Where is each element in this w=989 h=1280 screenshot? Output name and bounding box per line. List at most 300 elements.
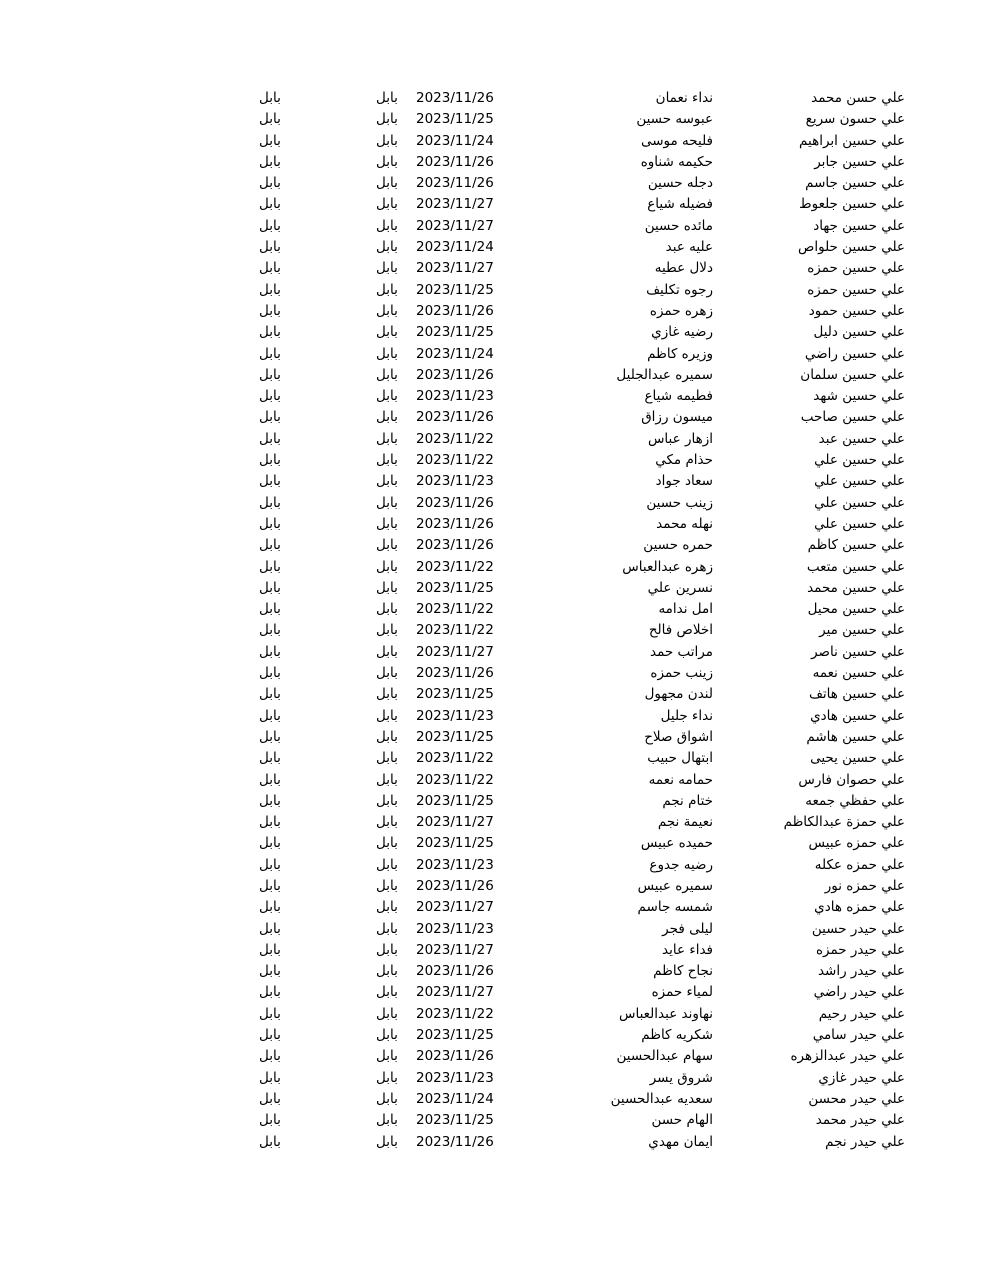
mother-name: فطيمه شياع (644, 388, 713, 405)
date-cell: 2023/11/23 (416, 707, 494, 724)
table-row (0, 344, 989, 365)
date-cell: 2023/11/22 (416, 1005, 494, 1022)
governorate-cell-secondary: بابل (259, 366, 281, 383)
governorate-cell-secondary: بابل (259, 984, 281, 1001)
governorate-cell-secondary: بابل (259, 324, 281, 341)
mother-name: نهاوند عبدالعباس (618, 1005, 713, 1022)
date-cell: 2023/11/23 (416, 473, 494, 490)
person-name: علي حيدر راشد (817, 963, 905, 980)
governorate-cell-secondary: بابل (259, 473, 281, 490)
date-cell: 2023/11/26 (416, 153, 494, 170)
table-row (0, 109, 989, 130)
governorate-cell-secondary: بابل (259, 430, 281, 447)
governorate-cell-secondary: بابل (259, 153, 281, 170)
person-name: علي حسين حمزه (807, 260, 905, 277)
date-cell: 2023/11/22 (416, 750, 494, 767)
governorate-cell-secondary: بابل (259, 90, 281, 106)
governorate-cell: بابل (376, 1048, 398, 1065)
governorate-cell-secondary: بابل (259, 622, 281, 639)
table-row (0, 194, 989, 215)
date-cell: 2023/11/26 (416, 963, 494, 980)
date-cell: 2023/11/25 (416, 579, 494, 596)
person-name: علي حسين جلعوط (799, 196, 905, 213)
mother-name: حمامه نعمه (648, 771, 713, 788)
governorate-cell-secondary: بابل (259, 707, 281, 724)
person-name: علي حمزة عبدالكاظم (783, 814, 905, 831)
date-cell: 2023/11/26 (416, 665, 494, 682)
table-row (0, 748, 989, 769)
person-name: علي حيدر حسين (811, 920, 905, 937)
date-cell: 2023/11/26 (416, 366, 494, 383)
person-name: علي حسين محيل (807, 601, 905, 618)
person-name: علي حسين شهد (813, 388, 905, 405)
table-row (0, 152, 989, 173)
date-cell: 2023/11/26 (416, 409, 494, 426)
governorate-cell-secondary: بابل (259, 494, 281, 511)
table-row (0, 407, 989, 428)
date-cell: 2023/11/27 (416, 899, 494, 916)
date-cell: 2023/11/22 (416, 558, 494, 575)
governorate-cell: بابل (376, 1133, 398, 1150)
person-name: علي حيدر راضي (813, 984, 905, 1001)
table-row (0, 173, 989, 194)
governorate-cell: بابل (376, 579, 398, 596)
governorate-cell: بابل (376, 792, 398, 809)
mother-name: ابتهال حبيب (647, 750, 713, 767)
table-row (0, 940, 989, 961)
governorate-cell-secondary: بابل (259, 281, 281, 298)
governorate-cell-secondary: بابل (259, 175, 281, 192)
person-name: علي حسين مير (819, 622, 905, 639)
table-row (0, 897, 989, 918)
table-row (0, 557, 989, 578)
mother-name: فضيله شياع (647, 196, 713, 213)
governorate-cell: بابل (376, 707, 398, 724)
person-name: علي حيدر محمد (815, 1112, 905, 1129)
date-cell: 2023/11/23 (416, 856, 494, 873)
mother-name: امل ندامه (658, 601, 713, 618)
table-row (0, 727, 989, 748)
date-cell: 2023/11/27 (416, 260, 494, 277)
governorate-cell-secondary: بابل (259, 132, 281, 149)
person-name: علي حيدر نجم (825, 1133, 905, 1150)
person-name: علي حسين هادي (810, 707, 905, 724)
person-name: علي حسين ابراهيم (799, 132, 905, 149)
table-row (0, 770, 989, 791)
mother-name: وزيره كاظم (647, 345, 713, 362)
governorate-cell: بابل (376, 941, 398, 958)
governorate-cell: بابل (376, 345, 398, 362)
person-name: علي حسون سريع (805, 111, 905, 128)
date-cell: 2023/11/27 (416, 196, 494, 213)
person-name: علي حسين علي (814, 473, 905, 490)
governorate-cell-secondary: بابل (259, 814, 281, 831)
person-name: علي حسين صاحب (800, 409, 905, 426)
governorate-cell-secondary: بابل (259, 409, 281, 426)
governorate-cell: بابل (376, 984, 398, 1001)
mother-name: نجاح كاظم (653, 963, 713, 980)
governorate-cell-secondary: بابل (259, 1112, 281, 1129)
governorate-cell-secondary: بابل (259, 771, 281, 788)
table-row (0, 301, 989, 322)
person-name: علي حصوان فارس (798, 771, 905, 788)
mother-name: سميره عبدالجليل (616, 366, 713, 383)
mother-name: رجوه تكليف (646, 281, 713, 298)
governorate-cell-secondary: بابل (259, 260, 281, 277)
table-row (0, 982, 989, 1003)
person-name: علي حيدر سامي (812, 1027, 905, 1044)
mother-name: لندن مجهول (644, 686, 713, 703)
mother-name: لمياء حمزه (651, 984, 713, 1001)
governorate-cell: بابل (376, 409, 398, 426)
mother-name: حكيمه شناوه (640, 153, 713, 170)
table-row (0, 365, 989, 386)
governorate-cell: بابل (376, 899, 398, 916)
governorate-cell-secondary: بابل (259, 1133, 281, 1150)
table-row (0, 514, 989, 535)
table-row (0, 429, 989, 450)
table-row (0, 642, 989, 663)
person-name: علي حسين علي (814, 515, 905, 532)
mother-name: سعديه عبدالحسين (610, 1090, 713, 1107)
date-cell: 2023/11/25 (416, 835, 494, 852)
governorate-cell-secondary: بابل (259, 1069, 281, 1086)
governorate-cell-secondary: بابل (259, 537, 281, 554)
table-row (0, 876, 989, 897)
table-row (0, 663, 989, 684)
governorate-cell: بابل (376, 835, 398, 852)
mother-name: فليحه موسى (640, 132, 713, 149)
mother-name: ايمان مهدي (648, 1133, 713, 1150)
governorate-cell: بابل (376, 217, 398, 234)
governorate-cell-secondary: بابل (259, 920, 281, 937)
person-name: علي حسين علي (814, 494, 905, 511)
mother-name: دجله حسين (647, 175, 713, 192)
person-name: علي حسين جاسم (805, 175, 905, 192)
governorate-cell: بابل (376, 90, 398, 106)
governorate-cell: بابل (376, 111, 398, 128)
mother-name: زهره حمزه (649, 302, 713, 319)
person-name: علي حسين محمد (807, 579, 905, 596)
mother-name: نداء نعمان (655, 90, 713, 106)
person-name: علي حسين يحيى (810, 750, 905, 767)
table-row (0, 855, 989, 876)
mother-name: شمسه جاسم (637, 899, 713, 916)
governorate-cell: بابل (376, 366, 398, 383)
governorate-cell-secondary: بابل (259, 1090, 281, 1107)
mother-name: عبوسه حسين (636, 111, 713, 128)
date-cell: 2023/11/27 (416, 941, 494, 958)
person-name: علي حسين دليل (813, 324, 905, 341)
governorate-cell-secondary: بابل (259, 558, 281, 575)
governorate-cell: بابل (376, 622, 398, 639)
governorate-cell: بابل (376, 1027, 398, 1044)
date-cell: 2023/11/25 (416, 686, 494, 703)
date-cell: 2023/11/23 (416, 388, 494, 405)
person-name: علي حسين جابر (814, 153, 905, 170)
mother-name: ميسون رزاق (641, 409, 713, 426)
mother-name: مائده حسين (644, 217, 713, 234)
table-row (0, 535, 989, 556)
governorate-cell: بابل (376, 452, 398, 469)
mother-name: سعاد جواد (655, 473, 713, 490)
records-table (0, 88, 989, 1153)
date-cell: 2023/11/22 (416, 771, 494, 788)
person-name: علي حسين حمزه (807, 281, 905, 298)
date-cell: 2023/11/26 (416, 90, 494, 106)
governorate-cell: بابل (376, 132, 398, 149)
mother-name: زهره عبدالعباس (622, 558, 713, 575)
person-name: علي حسين سلمان (800, 366, 905, 383)
person-name: علي حسين هاتف (808, 686, 905, 703)
person-name: علي حسين هاشم (806, 728, 905, 745)
person-name: علي حيدر محسن (808, 1090, 905, 1107)
governorate-cell-secondary: بابل (259, 1048, 281, 1065)
governorate-cell: بابل (376, 302, 398, 319)
governorate-cell: بابل (376, 388, 398, 405)
table-row (0, 1132, 989, 1153)
table-row (0, 599, 989, 620)
person-name: علي حسين راضي (804, 345, 905, 362)
governorate-cell: بابل (376, 558, 398, 575)
mother-name: شكريه كاظم (641, 1027, 713, 1044)
date-cell: 2023/11/22 (416, 601, 494, 618)
table-row (0, 1110, 989, 1131)
table-row (0, 578, 989, 599)
governorate-cell: بابل (376, 750, 398, 767)
governorate-cell-secondary: بابل (259, 239, 281, 256)
person-name: علي حسين متعب (806, 558, 905, 575)
date-cell: 2023/11/26 (416, 1048, 494, 1065)
table-row (0, 1025, 989, 1046)
governorate-cell-secondary: بابل (259, 665, 281, 682)
date-cell: 2023/11/24 (416, 1090, 494, 1107)
date-cell: 2023/11/27 (416, 814, 494, 831)
governorate-cell-secondary: بابل (259, 579, 281, 596)
date-cell: 2023/11/26 (416, 494, 494, 511)
governorate-cell-secondary: بابل (259, 835, 281, 852)
person-name: علي حسين كاظم (807, 537, 905, 554)
governorate-cell: بابل (376, 665, 398, 682)
governorate-cell: بابل (376, 686, 398, 703)
governorate-cell-secondary: بابل (259, 728, 281, 745)
governorate-cell: بابل (376, 260, 398, 277)
person-name: علي حسين نعمه (812, 665, 905, 682)
governorate-cell: بابل (376, 877, 398, 894)
table-row (0, 493, 989, 514)
date-cell: 2023/11/26 (416, 175, 494, 192)
person-name: علي حمزه نور (824, 877, 905, 894)
mother-name: مراتب حمد (650, 643, 713, 660)
governorate-cell-secondary: بابل (259, 601, 281, 618)
table-row (0, 620, 989, 641)
table-row (0, 216, 989, 237)
person-name: علي حسين جهاد (813, 217, 905, 234)
governorate-cell: بابل (376, 728, 398, 745)
date-cell: 2023/11/27 (416, 217, 494, 234)
governorate-cell: بابل (376, 537, 398, 554)
date-cell: 2023/11/24 (416, 345, 494, 362)
date-cell: 2023/11/23 (416, 1069, 494, 1086)
table-row (0, 131, 989, 152)
governorate-cell: بابل (376, 1069, 398, 1086)
date-cell: 2023/11/25 (416, 1112, 494, 1129)
person-name: علي حسين ناصر (811, 643, 905, 660)
governorate-cell-secondary: بابل (259, 217, 281, 234)
governorate-cell: بابل (376, 239, 398, 256)
person-name: علي حمزه عبيس (808, 835, 905, 852)
person-name: علي حيدر رحيم (818, 1005, 905, 1022)
date-cell: 2023/11/26 (416, 877, 494, 894)
table-row (0, 280, 989, 301)
person-name: علي حسين حمود (808, 302, 905, 319)
mother-name: نداء جليل (660, 707, 713, 724)
person-name: علي حفظي جمعه (805, 792, 905, 809)
table-row (0, 961, 989, 982)
person-name: علي حسين علي (814, 452, 905, 469)
table-row (0, 322, 989, 343)
governorate-cell-secondary: بابل (259, 452, 281, 469)
table-row (0, 684, 989, 705)
governorate-cell: بابل (376, 963, 398, 980)
person-name: علي حسين حلواص (798, 239, 905, 256)
governorate-cell: بابل (376, 771, 398, 788)
governorate-cell: بابل (376, 1090, 398, 1107)
governorate-cell: بابل (376, 920, 398, 937)
governorate-cell: بابل (376, 473, 398, 490)
person-name: علي حيدر غازي (818, 1069, 905, 1086)
table-row (0, 237, 989, 258)
governorate-cell: بابل (376, 1005, 398, 1022)
governorate-cell-secondary: بابل (259, 388, 281, 405)
governorate-cell-secondary: بابل (259, 941, 281, 958)
mother-name: عليه عبد (665, 239, 713, 256)
governorate-cell: بابل (376, 494, 398, 511)
mother-name: شروق يسر (649, 1069, 713, 1086)
mother-name: الهام حسن (651, 1112, 713, 1129)
table-row (0, 88, 989, 109)
mother-name: سهام عبدالحسين (616, 1048, 713, 1065)
mother-name: فداء عايد (662, 941, 713, 958)
date-cell: 2023/11/22 (416, 622, 494, 639)
date-cell: 2023/11/22 (416, 430, 494, 447)
date-cell: 2023/11/27 (416, 643, 494, 660)
governorate-cell-secondary: بابل (259, 643, 281, 660)
governorate-cell-secondary: بابل (259, 1005, 281, 1022)
governorate-cell-secondary: بابل (259, 877, 281, 894)
governorate-cell-secondary: بابل (259, 111, 281, 128)
governorate-cell: بابل (376, 856, 398, 873)
date-cell: 2023/11/23 (416, 920, 494, 937)
mother-name: حذام مكي (655, 452, 713, 469)
governorate-cell: بابل (376, 814, 398, 831)
person-name: علي حمزه هادي (814, 899, 905, 916)
table-row (0, 1004, 989, 1025)
date-cell: 2023/11/25 (416, 324, 494, 341)
mother-name: نسرين علي (647, 579, 713, 596)
table-row (0, 812, 989, 833)
table-row (0, 1046, 989, 1067)
governorate-cell-secondary: بابل (259, 1027, 281, 1044)
person-name: علي حسين عبد (818, 430, 905, 447)
governorate-cell-secondary: بابل (259, 345, 281, 362)
governorate-cell: بابل (376, 324, 398, 341)
table-row (0, 258, 989, 279)
governorate-cell-secondary: بابل (259, 792, 281, 809)
mother-name: دلال عطيه (654, 260, 713, 277)
mother-name: نعيمة نجم (657, 814, 713, 831)
table-row (0, 1068, 989, 1089)
date-cell: 2023/11/27 (416, 984, 494, 1001)
date-cell: 2023/11/25 (416, 111, 494, 128)
person-name: علي حمزه عكله (814, 856, 905, 873)
governorate-cell-secondary: بابل (259, 515, 281, 532)
governorate-cell: بابل (376, 175, 398, 192)
governorate-cell: بابل (376, 601, 398, 618)
governorate-cell-secondary: بابل (259, 686, 281, 703)
date-cell: 2023/11/26 (416, 302, 494, 319)
table-row (0, 791, 989, 812)
governorate-cell: بابل (376, 430, 398, 447)
table-row (0, 919, 989, 940)
date-cell: 2023/11/26 (416, 515, 494, 532)
mother-name: زينب حمزه (650, 665, 713, 682)
mother-name: اشواق صلاح (644, 728, 713, 745)
mother-name: ليلى فجر (662, 920, 713, 937)
mother-name: رضيه غازي (651, 324, 713, 341)
date-cell: 2023/11/26 (416, 1133, 494, 1150)
mother-name: سميره عبيس (637, 877, 713, 894)
table-row (0, 833, 989, 854)
date-cell: 2023/11/22 (416, 452, 494, 469)
governorate-cell-secondary: بابل (259, 963, 281, 980)
date-cell: 2023/11/24 (416, 239, 494, 256)
table-row (0, 386, 989, 407)
governorate-cell: بابل (376, 643, 398, 660)
person-name: علي حيدر حمزه (815, 941, 905, 958)
governorate-cell: بابل (376, 281, 398, 298)
governorate-cell: بابل (376, 153, 398, 170)
governorate-cell-secondary: بابل (259, 302, 281, 319)
table-row (0, 471, 989, 492)
governorate-cell-secondary: بابل (259, 750, 281, 767)
table-row (0, 1089, 989, 1110)
person-name: علي حيدر عبدالزهره (790, 1048, 905, 1065)
mother-name: نهله محمد (656, 515, 713, 532)
date-cell: 2023/11/25 (416, 728, 494, 745)
governorate-cell-secondary: بابل (259, 856, 281, 873)
date-cell: 2023/11/25 (416, 1027, 494, 1044)
mother-name: حميده عبيس (640, 835, 713, 852)
date-cell: 2023/11/25 (416, 281, 494, 298)
governorate-cell: بابل (376, 515, 398, 532)
governorate-cell-secondary: بابل (259, 196, 281, 213)
date-cell: 2023/11/26 (416, 537, 494, 554)
mother-name: اخلاص فالح (648, 622, 713, 639)
governorate-cell: بابل (376, 1112, 398, 1129)
date-cell: 2023/11/25 (416, 792, 494, 809)
mother-name: حمره حسين (643, 537, 713, 554)
governorate-cell: بابل (376, 196, 398, 213)
table-row (0, 450, 989, 471)
table-row (0, 706, 989, 727)
person-name: علي حسن محمد (811, 90, 905, 106)
governorate-cell-secondary: بابل (259, 899, 281, 916)
mother-name: رضيه جدوع (649, 856, 713, 873)
mother-name: ازهار عباس (647, 430, 713, 447)
mother-name: ختام نجم (662, 792, 713, 809)
mother-name: زينب حسين (646, 494, 713, 511)
